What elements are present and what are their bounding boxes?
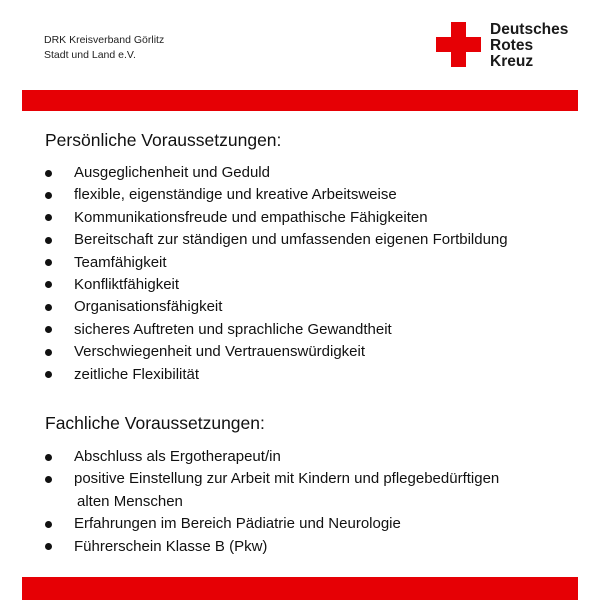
list-item-text: Ausgeglichenheit und Geduld [74,164,270,181]
list-item-text: zeitliche Flexibilität [74,365,200,383]
list-item-text: Abschluss als Ergotherapeut/in [74,448,281,465]
bullet-icon [45,521,52,528]
bullet-icon [45,371,52,378]
logo-wordmark-line3: Kreuz [490,53,534,70]
red-cross-icon [436,22,481,67]
list-item-text-line2: alten Menschen [77,492,183,510]
list-item-text: Bereitschaft zur ständigen und umfassenden eigenen Fortbildung [74,231,508,249]
list-item-text: flexible, eigenständige und kreative Arbeitsweise [74,186,397,204]
bullet-icon [45,259,52,266]
bullet-icon [45,454,52,461]
drk-logo [436,22,586,70]
bullet-icon [45,214,52,221]
list-item-text: Verschwiegenheit und Vertrauenswürdigkeit [74,343,366,361]
bullet-icon [45,281,52,288]
bullet-icon [45,543,52,550]
list-item-text-line1: positive Einstellung zur Arbeit mit Kindern und pflegebedürftigen [74,470,500,488]
list-item-text: Organisationsfähigkeit [74,298,223,316]
list-item-text: sicheres Auftreten und sprachliche Gewandtheit [74,320,392,338]
list-item-text: Teamfähigkeit [74,253,167,271]
organization-name-line1: DRK Kreisverband Görlitz [44,34,165,46]
bullet-icon [45,326,52,333]
organization-name [44,33,164,63]
bottom-red-band [22,577,578,600]
list-item-text: Erfahrungen im Bereich Pädiatrie und Neurologie [74,515,401,533]
section-heading-personal: Persönliche Voraussetzungen: [45,130,282,150]
logo-wordmark-line2: Rotes [490,37,534,54]
section-heading-professional: Fachliche Voraussetzungen: [45,413,265,433]
top-red-band [22,90,578,111]
bullet-icon [45,349,52,356]
bullet-icon [45,192,52,199]
list-item-text: Kommunikationsfreude und empathische Fähigkeiten [74,208,428,226]
logo-wordmark [490,22,568,70]
organization-name-line2: Stadt und Land e.V. [44,49,136,61]
bullet-icon [45,237,52,244]
bullet-icon [45,170,52,177]
bullet-icon [45,304,52,311]
list-item-text: Konfliktfähigkeit [74,275,180,293]
bullet-icon [45,476,52,483]
logo-wordmark-line1: Deutsches [490,21,569,38]
list-item-text: Führerschein Klasse B (Pkw) [74,537,268,555]
list-item-text [74,468,499,513]
